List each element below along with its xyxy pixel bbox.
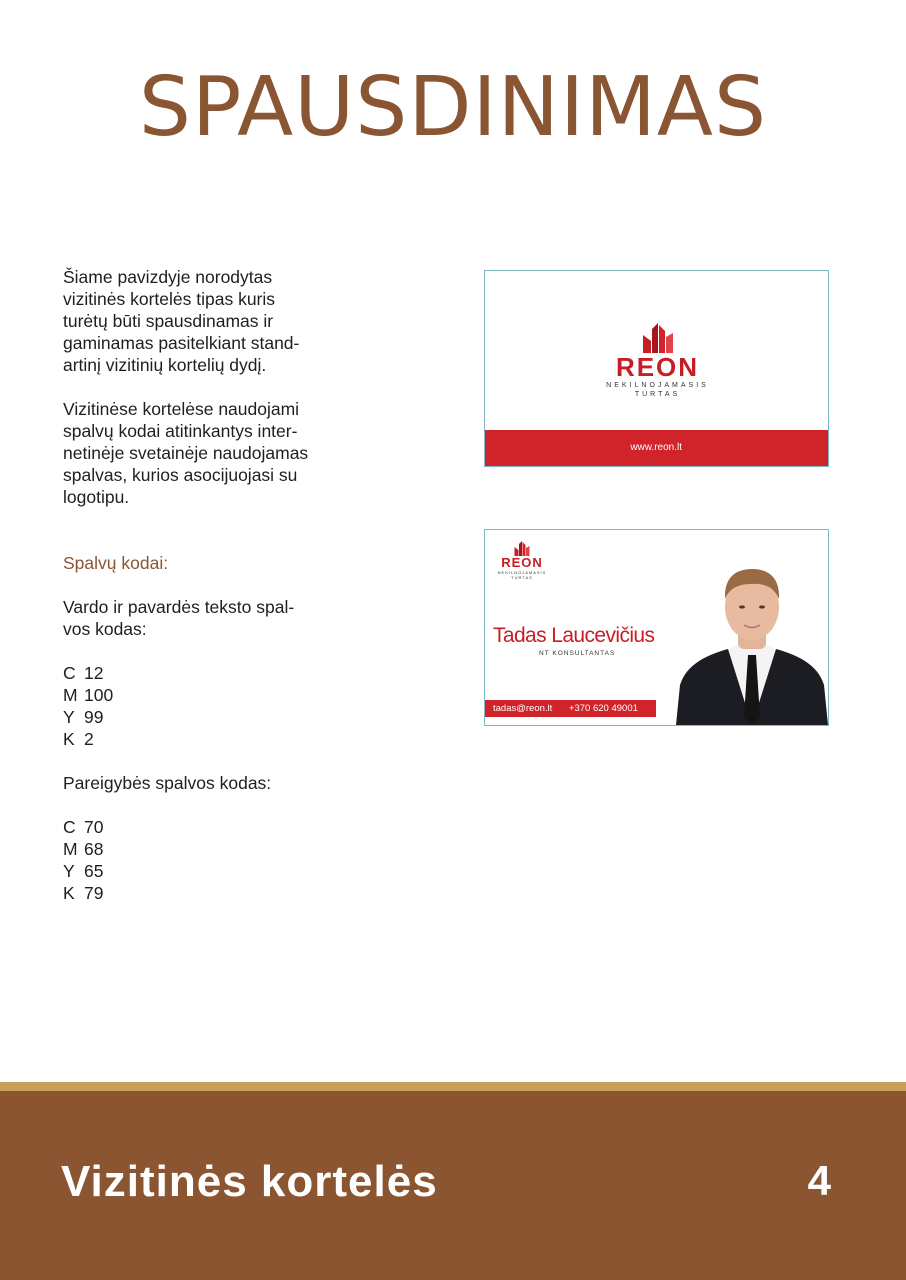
color-codes-heading: Spalvų kodai:	[63, 553, 169, 573]
intro-line: turėtų būti spausdinamas ir	[63, 311, 274, 331]
intro-line: Šiame pavizdyje norodytas	[63, 267, 273, 287]
contact-email: tadas@reon.lt	[493, 703, 553, 714]
cmyk-row: M 100	[63, 685, 114, 705]
role-color-label: Pareigybės spalvos kodas:	[63, 773, 272, 793]
logo-subtitle: NEKILNOJAMASIS	[606, 382, 709, 389]
contact-phone: +370 620 49001	[568, 703, 638, 714]
colors-line: spalvas, kurios asocijuojasi su	[63, 465, 298, 485]
card-red-bar	[485, 430, 828, 466]
contact-bar	[485, 700, 656, 717]
name-color-label: vos kodas:	[63, 619, 147, 639]
cmyk-row: K 2	[63, 729, 94, 749]
person-name: Tadas Laucevičius	[493, 624, 655, 647]
body-text	[63, 266, 325, 904]
person-role: NT KONSULTANTAS	[539, 650, 616, 657]
logo-subtitle: TURTAS	[634, 391, 681, 398]
cmyk-row: K 79	[63, 883, 104, 903]
cmyk-row: M 68	[63, 839, 104, 859]
cmyk-row: Y 65	[63, 861, 104, 881]
colors-line: netinėje svetainėje naudojamas	[63, 443, 309, 463]
person-photo	[676, 557, 828, 725]
logo-wordmark: REON	[501, 555, 543, 570]
colors-line: logotipu.	[63, 487, 130, 507]
footer-accent-line	[0, 1082, 906, 1091]
intro-line: vizitinės kortelės tipas kuris	[63, 289, 276, 309]
colors-line: Vizitinėse kortelėse naudojami	[63, 399, 300, 419]
logo-subtitle: TURTAS	[511, 575, 533, 580]
logo-subtitle: NEKILNOJAMASIS	[497, 570, 547, 575]
footer-band	[0, 1091, 906, 1280]
intro-line: gaminamas pasitelkiant stand-	[63, 333, 300, 353]
colors-line: spalvų kodai atitinkantys inter-	[63, 421, 298, 441]
business-card-back	[484, 529, 829, 726]
business-card-front	[484, 270, 829, 467]
logo-wordmark: REON	[615, 352, 700, 382]
cmyk-row: Y 99	[63, 707, 104, 727]
name-color-label: Vardo ir pavardės teksto spal-	[63, 597, 295, 617]
page-title: SPAUSDINIMAS	[138, 60, 768, 155]
buildings-logo-icon	[512, 540, 532, 556]
website-url: www.reon.lt	[630, 442, 682, 453]
cmyk-row: C 12	[63, 663, 104, 683]
intro-line: artinį vizitinių kortelių dydį.	[63, 355, 267, 375]
reon-logo	[485, 321, 829, 399]
page-number: 4	[807, 1157, 831, 1204]
section-title: Vizitinės kortelės	[61, 1157, 438, 1206]
reon-logo	[492, 540, 552, 580]
cmyk-row: C 70	[63, 817, 104, 837]
buildings-logo-icon	[639, 321, 677, 353]
